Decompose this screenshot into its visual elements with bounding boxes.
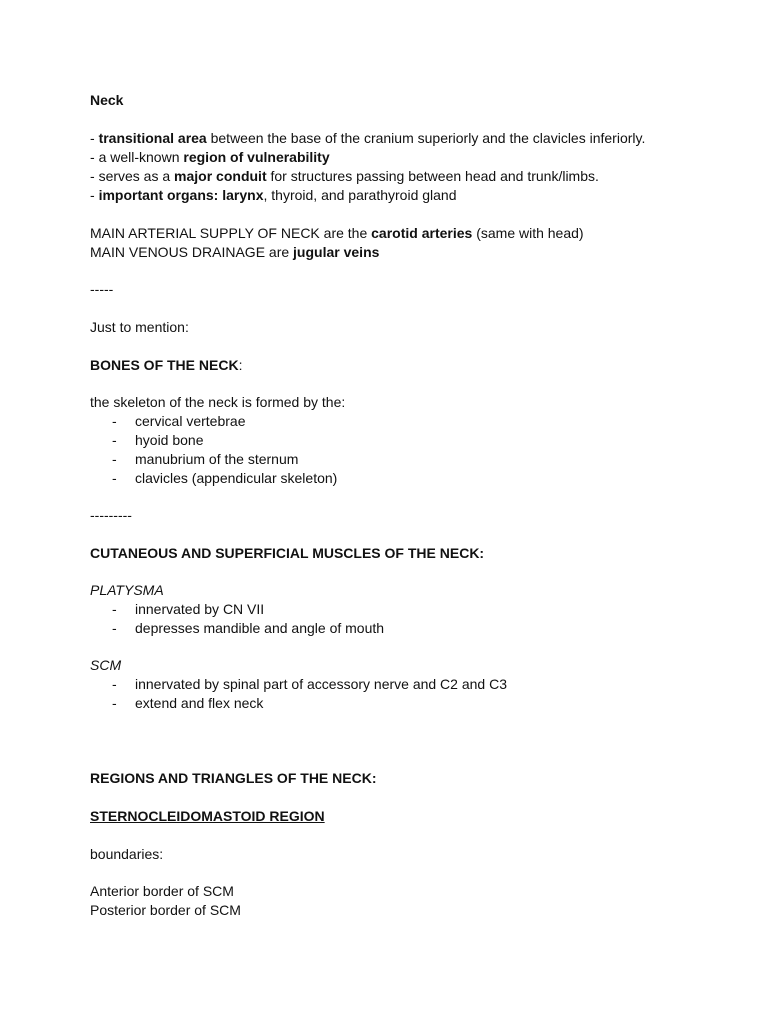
page-title: Neck xyxy=(90,92,124,108)
mention-text: Just to mention: xyxy=(90,319,189,335)
list-item: - cervical vertebrae xyxy=(112,413,246,429)
boundary-line: Posterior border of SCM xyxy=(90,902,241,918)
list-item: - innervated by spinal part of accessory nerve and C2 and C3 xyxy=(112,676,507,692)
platysma-name: PLATYSMA xyxy=(90,582,164,598)
separator: --------- xyxy=(90,507,132,523)
bones-intro: the skeleton of the neck is formed by the: xyxy=(90,394,346,410)
separator: ----- xyxy=(90,281,114,297)
list-item: - hyoid bone xyxy=(112,432,204,448)
muscles-heading: CUTANEOUS AND SUPERFICIAL MUSCLES OF THE NECK: xyxy=(90,545,485,561)
list-item: - clavicles (appendicular skeleton) xyxy=(112,470,338,486)
venous-drainage-line: MAIN VENOUS DRAINAGE are jugular veins xyxy=(90,244,380,260)
arterial-supply-line: MAIN ARTERIAL SUPPLY OF NECK are the carotid arteries (same with head) xyxy=(90,225,584,241)
scm-name: SCM xyxy=(90,657,122,673)
boundary-line: Anterior border of SCM xyxy=(90,883,234,899)
list-item: - manubrium of the sternum xyxy=(112,451,299,467)
regions-heading: REGIONS AND TRIANGLES OF THE NECK: xyxy=(90,770,377,786)
intro-bullet: - important organs: larynx, thyroid, and parathyroid gland xyxy=(90,187,457,203)
list-item: - innervated by CN VII xyxy=(112,601,265,617)
intro-bullet: - transitional area between the base of the cranium superiorly and the clavicles inferiorly. xyxy=(90,130,646,146)
boundaries-label: boundaries: xyxy=(90,846,164,862)
intro-bullet: - serves as a major conduit for structures passing between head and trunk/limbs. xyxy=(90,168,599,184)
intro-bullet: - a well-known region of vulnerability xyxy=(90,149,330,165)
list-item: - extend and flex neck xyxy=(112,695,264,711)
bones-heading: BONES OF THE NECK: xyxy=(90,357,243,373)
list-item: - depresses mandible and angle of mouth xyxy=(112,620,385,636)
regions-subheading: STERNOCLEIDOMASTOID REGION xyxy=(90,808,325,824)
